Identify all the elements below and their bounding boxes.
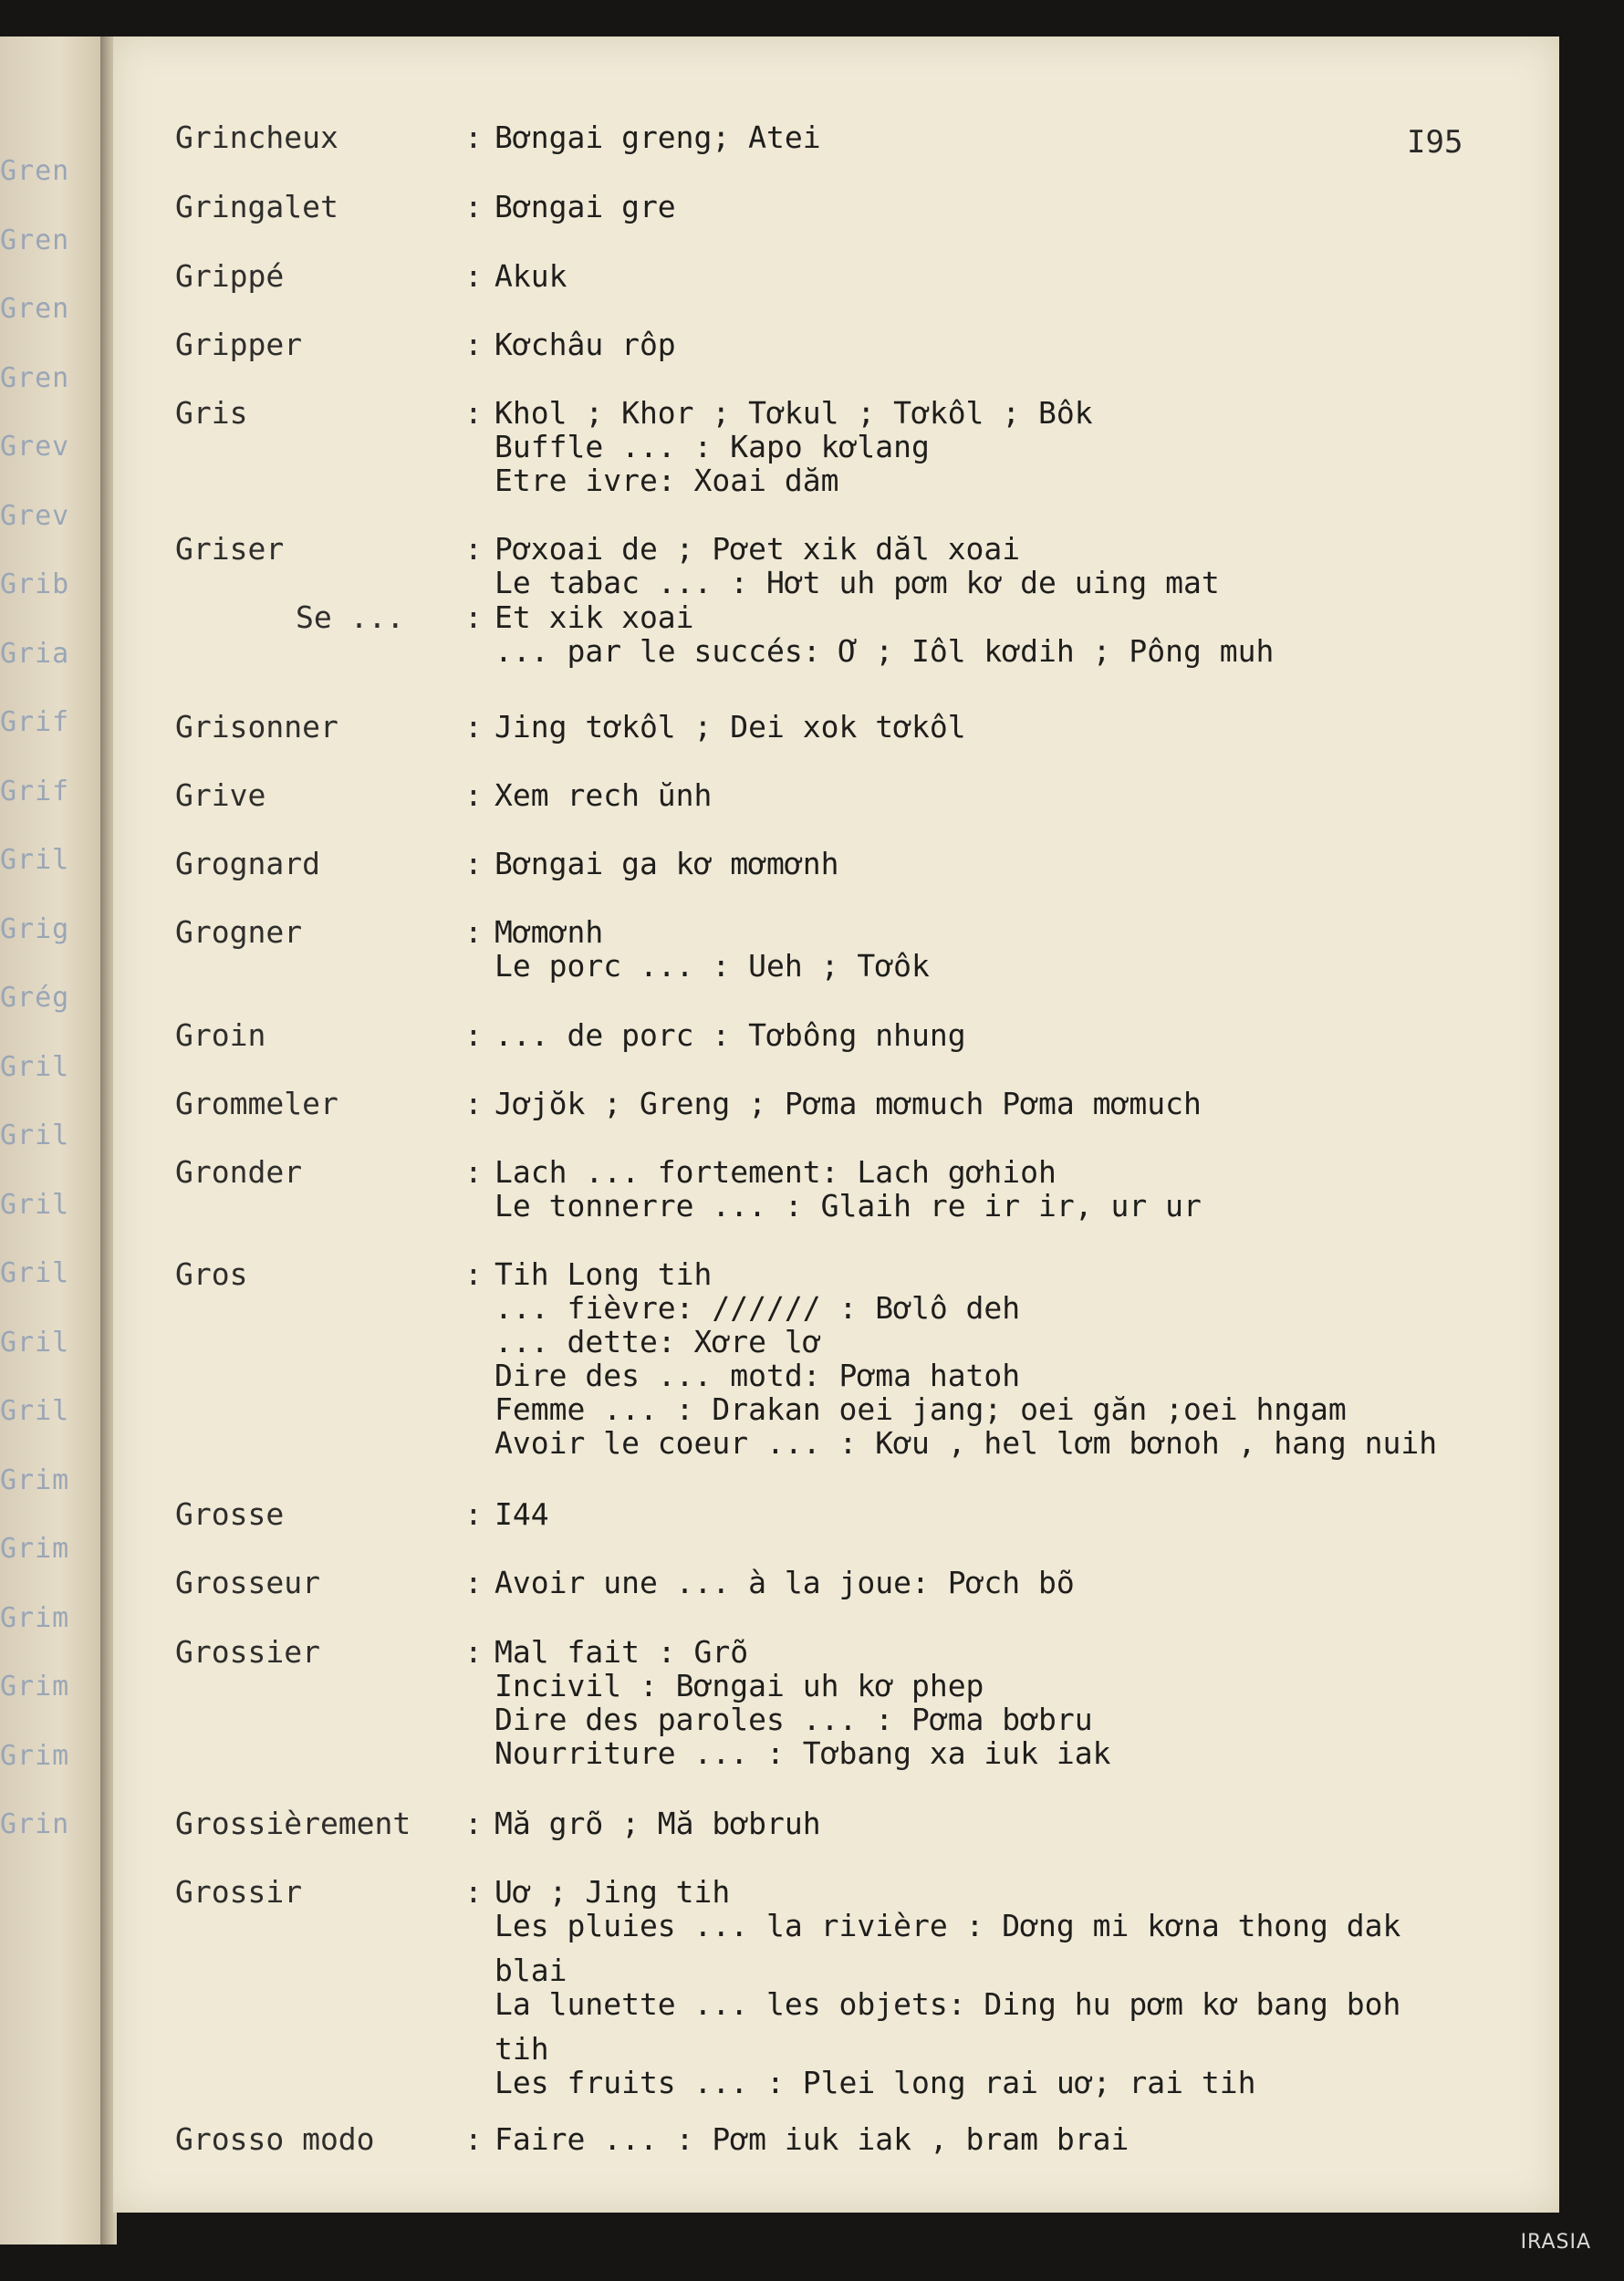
previous-page-word: Gren bbox=[0, 293, 70, 325]
previous-page-word: Grim bbox=[0, 1739, 70, 1772]
previous-page-word: Grin bbox=[0, 1808, 70, 1840]
entry-headword: Grippé bbox=[175, 258, 285, 294]
previous-page-word: Grim bbox=[0, 1601, 70, 1634]
entry-definition-line: Le tonnerre ... : Glaih re ir ir, ur ur bbox=[494, 1188, 1202, 1224]
previous-page-word: Grif bbox=[0, 775, 70, 807]
previous-page-word: Grég bbox=[0, 982, 70, 1014]
previous-page-word: Grim bbox=[0, 1533, 70, 1565]
entry-definition-line: Pơxoai de ; Pơet xik dăl xoai bbox=[494, 531, 1021, 567]
entry-headword: Grossir bbox=[175, 1874, 303, 1910]
entry-definition-line: Le tabac ... : Hơt uh pơm kơ de uing mat bbox=[494, 565, 1220, 600]
previous-page-word: Gren bbox=[0, 224, 70, 256]
page-number: I95 bbox=[1407, 124, 1463, 161]
entry-definition-line: Buffle ... : Kapo kơlang bbox=[494, 429, 930, 464]
entry-definition-line: Les fruits ... : Plei long rai uơ; rai tih bbox=[494, 2065, 1256, 2100]
previous-page-word: Grim bbox=[0, 1671, 70, 1703]
entry-headword: Grogner bbox=[175, 914, 303, 950]
entry-separator: : bbox=[464, 1086, 483, 1121]
entry-separator: : bbox=[464, 120, 483, 155]
entry-separator: : bbox=[464, 777, 483, 813]
entry-definition-line: Uơ ; Jing tih bbox=[494, 1874, 731, 1910]
entry-separator: : bbox=[464, 1154, 483, 1190]
entry-definition-line: tih bbox=[494, 2031, 549, 2067]
entry-definition-line: Khol ; Khor ; Tơkul ; Tơkôl ; Bôk bbox=[494, 395, 1093, 431]
entry-definition-line: Faire ... : Pơm iuk iak , bram brai bbox=[494, 2121, 1130, 2157]
previous-page-word: Gren bbox=[0, 155, 70, 187]
entry-separator: : bbox=[464, 1565, 483, 1600]
previous-page-word: Gril bbox=[0, 1050, 70, 1083]
entry-headword: Griser bbox=[175, 531, 285, 567]
entry-definition-line: Bơngai greng; Atei bbox=[494, 120, 821, 155]
entry-definition-line: Mal fait : Grõ bbox=[494, 1634, 749, 1670]
entry-separator: : bbox=[464, 1806, 483, 1841]
dictionary-page bbox=[113, 36, 1559, 2213]
entry-headword: Gronder bbox=[175, 1154, 303, 1190]
entry-definition-line: Nourriture ... : Tơbang xa iuk iak bbox=[494, 1735, 1111, 1771]
entry-definition-line: Jing tơkôl ; Dei xok tơkôl bbox=[494, 709, 966, 745]
entry-separator: : bbox=[464, 914, 483, 950]
previous-page-edge bbox=[0, 36, 108, 2245]
entry-separator: : bbox=[464, 709, 483, 745]
entry-separator: : bbox=[464, 189, 483, 224]
entry-definition-line: Dire des ... motd: Pơma hatoh bbox=[494, 1358, 1021, 1393]
entry-definition-line: Lach ... fortement: Lach gơhioh bbox=[494, 1154, 1057, 1190]
entry-separator: : bbox=[464, 258, 483, 294]
previous-page-word: Gril bbox=[0, 1188, 70, 1221]
entry-headword: Grosso modo bbox=[175, 2121, 375, 2157]
entry-definition-line: Tih Long tih bbox=[494, 1256, 713, 1292]
entry-separator: : bbox=[464, 2121, 483, 2157]
entry-definition-line: Kơchâu rôp bbox=[494, 327, 676, 362]
entry-definition-line: Femme ... : Drakan oei jang; oei găn ;oei hngam bbox=[494, 1391, 1347, 1427]
entry-headword: Groin bbox=[175, 1017, 266, 1053]
previous-page-word: Grib bbox=[0, 568, 70, 600]
entry-definition-line: Bơngai gre bbox=[494, 189, 676, 224]
entry-definition-line: Avoir le coeur ... : Kơu , hel lơm bơnoh , hang nuih bbox=[494, 1425, 1438, 1461]
entry-headword: Gris bbox=[175, 395, 248, 431]
entry-definition-line: Mă grõ ; Mă bơbruh bbox=[494, 1806, 821, 1841]
entry-headword: Grisonner bbox=[175, 709, 338, 745]
previous-page-word: Grim bbox=[0, 1463, 70, 1496]
entry-headword: Grossier bbox=[175, 1634, 320, 1670]
previous-page-word: Grev bbox=[0, 499, 70, 532]
previous-page-word: Gren bbox=[0, 361, 70, 394]
previous-page-word: Gril bbox=[0, 1120, 70, 1151]
entry-headword: Grive bbox=[175, 777, 266, 813]
entry-headword: Grosseur bbox=[175, 1565, 320, 1600]
entry-headword: Grossièrement bbox=[175, 1806, 411, 1841]
entry-definition-line: Le porc ... : Ueh ; Tơôk bbox=[494, 948, 930, 984]
entry-definition-line: Xem rech ŭnh bbox=[494, 777, 713, 813]
entry-separator: : bbox=[464, 846, 483, 881]
entry-headword: Gros bbox=[175, 1256, 248, 1292]
watermark: IRASIA bbox=[1520, 2231, 1591, 2254]
entry-separator: : bbox=[464, 395, 483, 431]
entry-separator: : bbox=[464, 1634, 483, 1670]
previous-page-word: Grev bbox=[0, 431, 70, 463]
entry-definition-line: Jơjŏk ; Greng ; Pơma mơmuch Pơma mơmuch bbox=[494, 1086, 1202, 1121]
entry-definition-line: Dire des paroles ... : Pơma bơbru bbox=[494, 1702, 1093, 1737]
entry-sublabel: Se ... bbox=[296, 599, 405, 635]
entry-definition-line: Avoir une ... à la joue: Pơch bõ bbox=[494, 1565, 1075, 1600]
entry-separator: : bbox=[464, 1496, 483, 1532]
entry-headword: Grommeler bbox=[175, 1086, 338, 1121]
entry-separator: : bbox=[464, 1874, 483, 1910]
entry-headword: Grognard bbox=[175, 846, 320, 881]
previous-page-word: Grif bbox=[0, 706, 70, 738]
entry-definition-line: Et xik xoai bbox=[494, 599, 694, 635]
entry-separator: : bbox=[464, 599, 483, 635]
entry-definition-line: ... par le succés: Ơ ; Iôl kơdih ; Pông muh bbox=[494, 633, 1275, 669]
entry-separator: : bbox=[464, 1256, 483, 1292]
previous-page-word: Gril bbox=[0, 844, 70, 876]
entry-definition-line: Etre ivre: Xoai dăm bbox=[494, 463, 839, 498]
previous-page-word: Gria bbox=[0, 637, 70, 670]
entry-definition-line: blai bbox=[494, 1953, 567, 1988]
entry-definition-line: Bơngai ga kơ mơmơnh bbox=[494, 846, 839, 881]
entry-definition-line: Incivil : Bơngai uh kơ phep bbox=[494, 1668, 984, 1703]
entry-separator: : bbox=[464, 1017, 483, 1053]
previous-page-word: Gril bbox=[0, 1257, 70, 1289]
entry-definition-line: Mơmơnh bbox=[494, 914, 604, 950]
previous-page-word: Gril bbox=[0, 1395, 70, 1427]
entry-separator: : bbox=[464, 531, 483, 567]
entry-headword: Grosse bbox=[175, 1496, 285, 1532]
entry-definition-line: ... fièvre: ////// : Bơlô deh bbox=[494, 1290, 1021, 1326]
entry-headword: Grincheux bbox=[175, 120, 338, 155]
entry-definition-line: Akuk bbox=[494, 258, 567, 294]
entry-definition-line: ... de porc : Tơbông nhung bbox=[494, 1017, 966, 1053]
entry-headword: Gringalet bbox=[175, 189, 338, 224]
previous-page-word: Gril bbox=[0, 1326, 70, 1359]
entry-separator: : bbox=[464, 327, 483, 362]
entry-definition-line: La lunette ... les objets: Ding hu pơm kơ bang boh bbox=[494, 1986, 1401, 2022]
previous-page-word: Grig bbox=[0, 912, 70, 945]
entry-headword: Gripper bbox=[175, 327, 303, 362]
entry-definition-line: Les pluies ... la rivière : Dơng mi kơna thong dak bbox=[494, 1908, 1401, 1943]
entry-definition-line: ... dette: Xơre lơ bbox=[494, 1324, 821, 1359]
entry-definition-line: I44 bbox=[494, 1496, 549, 1532]
